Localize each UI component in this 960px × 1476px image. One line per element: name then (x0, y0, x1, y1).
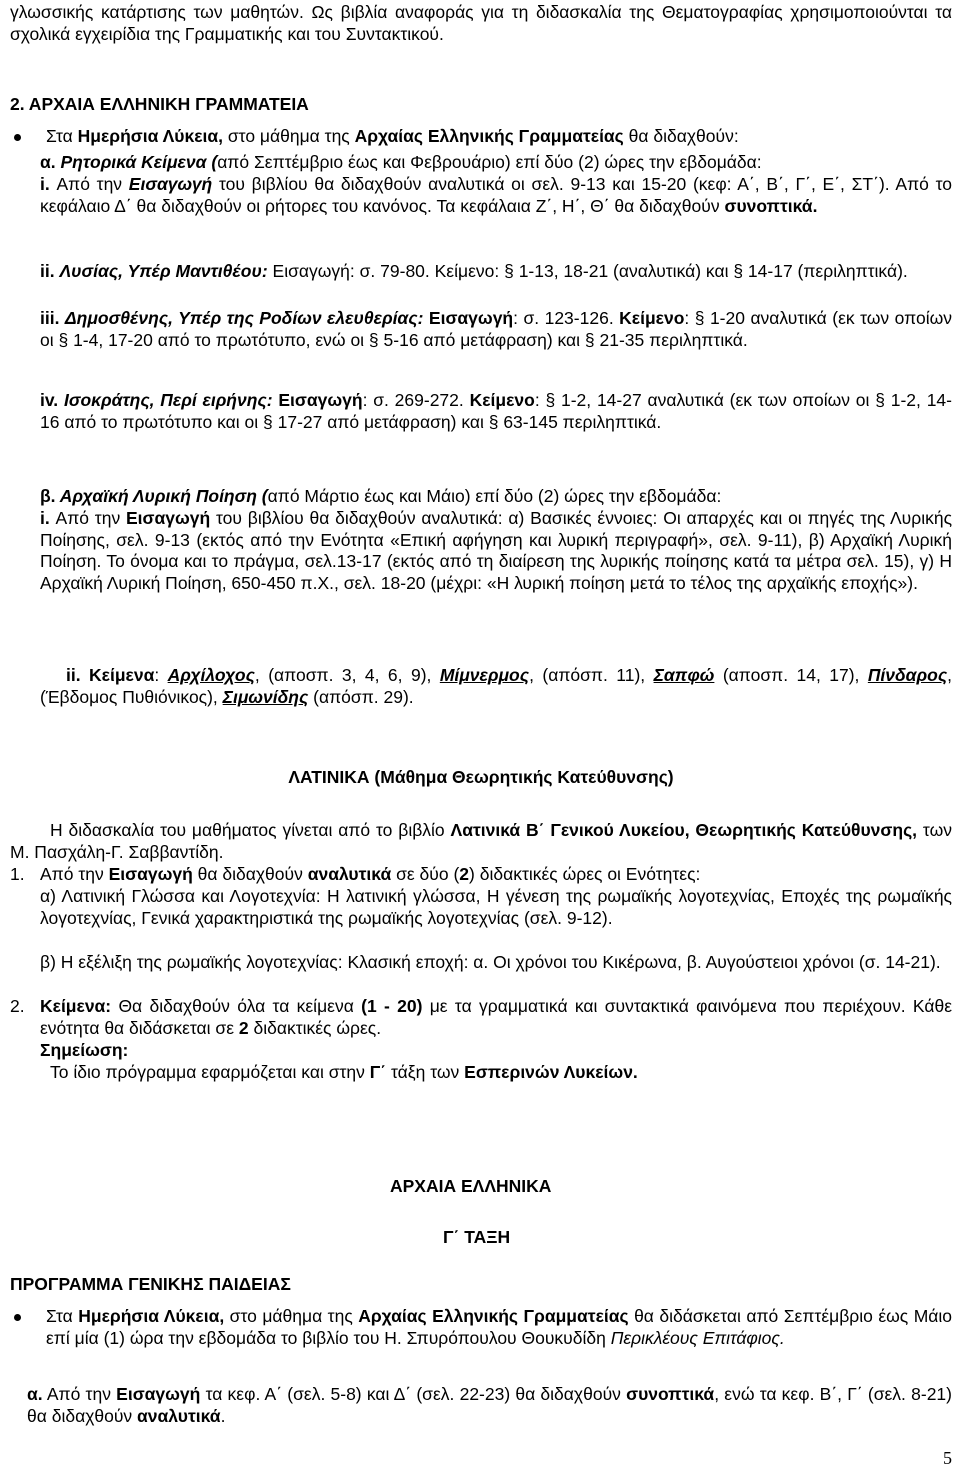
list-number: 1. (10, 864, 25, 884)
program-heading: ΠΡΟΓΡΑΜΜΑ ΓΕΝΙΚΗΣ ΠΑΙΔΕΙΑΣ (10, 1274, 291, 1294)
latin-intro: Η διδασκαλία του μαθήματος γίνεται από το βιβλίο Λατινικά Β΄ Γενικού Λυκείου, Θεωρητικής Κατεύθυνσης, των Μ. Πασχάλη-Γ. Σαββαντίδη. (10, 820, 952, 862)
ancient-heading: ΑΡΧΑΙΑ ΕΛΛΗΝΙΚΑ (390, 1176, 552, 1196)
subsection-a: α. Ρητορικά Κείμενα (από Σεπτέμβριο έως και Φεβρουάριο) επί δύο (2) ώρες την εβδομάδα: (40, 152, 762, 172)
note-label: Σημείωση: (40, 1040, 129, 1060)
note-text: Το ίδιο πρόγραμμα εφαρμόζεται και στην Γ΄ τάξη των Εσπερινών Λυκείων. (50, 1062, 638, 1082)
latin-point-1a: α) Λατινική Γλώσσα και Λογοτεχνία: Η λατινική γλώσσα, Η γένεση της ρωμαϊκής λογοτεχνίας, Εποχές της ρωμαϊκής λογοτεχνίας, Γενικά χαρακτηριστικά της ρωμαϊκής λογοτεχνίας (σελ. 9-12). (40, 886, 952, 928)
item-iii: iii. Δημοσθένης, Υπέρ της Ροδίων ελευθερίας: Εισαγωγή: σ. 123-126. Κείμενο: § 1-20 αναλυτικά (εκ των οποίων οι § 1-4, 17-20 από το πρωτότυπο, ενώ οι § 5-16 από μετάφραση) και § 21-35 περιληπτικά. (40, 308, 952, 350)
ancient-item-a: α. Από την Εισαγωγή τα κεφ. Α΄ (σελ. 5-8) και Δ΄ (σελ. 22-23) θα διδαχθούν συνοπτικά, ενώ τα κεφ. Β΄, Γ΄ (σελ. 8-21) θα διδαχθούν αναλυτικά. (27, 1384, 952, 1426)
section-heading: 2. ΑΡΧΑΙΑ ΕΛΛΗΝΙΚΗ ΓΡΑΜΜΑΤΕΙΑ (10, 94, 309, 114)
bullet-text: Στα Ημερήσια Λύκεια, στο μάθημα της Αρχαίας Ελληνικής Γραμματείας θα διδάσκεται από Σεπτέμβριο έως Μάιο επί μία (1) ώρα την εβδομάδα το βιβλίο του Η. Σπυρόπουλου Θουκυδίδη Περικλέους Επιτάφιος. (46, 1306, 953, 1348)
top-paragraph: γλωσσικής κατάρτισης των μαθητών. Ως βιβλία αναφοράς για τη διδασκαλία της Θεματογραφίας χρησιμοποιούνται τα σχολικά εγχειρίδια της Γραμματικής και του Συντακτικού. (10, 2, 952, 44)
bullet-icon (14, 134, 21, 141)
latin-heading: ΛΑΤΙΝΙΚΑ (Μάθημα Θεωρητικής Κατεύθυνσης) (288, 767, 674, 787)
bullet-icon (14, 1314, 21, 1321)
subsection-b: β. Αρχαϊκή Λυρική Ποίηση (από Μάρτιο έως και Μάιο) επί δύο (2) ώρες την εβδομάδα: (40, 486, 722, 506)
page-number: 5 (943, 1448, 952, 1468)
list-number: 2. (10, 996, 25, 1016)
item-b-i: i. Από την Εισαγωγή του βιβλίου θα διδαχθούν αναλυτικά: α) Βασικές έννοιες: Οι απαρχές και οι πηγές της Λυρικής Ποίησης, σελ. 9-13 (εκτός από την Ενότητα «Επική αφήγηση και λυρική περιγραφή», σελ. 9-11), β) Αρχαϊκή Λυρική Ποίηση. Το όνομα και το πράγμα, σελ.13-17 (εκτός από τη διαίρεση της λυρικής ποίησης κατά τα μέτρα σελ. 15), γ) Η Αρχαϊκή Λυρική Ποίηση, 650-450 π.Χ., σελ. 18-20 (μέχρι: «Η λυρική ποίηση μετά το τέλος της αρχαϊκής εποχής»). (40, 508, 952, 594)
item-b-ii: ii. Κείμενα: Αρχίλοχος, (αποσπ. 3, 4, 6, 9), Μίμνερμος, (απόσπ. 11), Σαπφώ (αποσπ. 14, 17), Πίνδαρος, (Έβδομος Πυθιόνικος), Σιμωνίδης (απόσπ. 29). (40, 665, 953, 707)
bullet-item (10, 126, 952, 148)
item-ii: ii. Λυσίας, Υπέρ Μαντιθέου: Εισαγωγή: σ. 79-80. Κείμενο: § 1-13, 18-21 (αναλυτικά) και § 14-17 (περιληπτικά). (40, 261, 908, 281)
latin-point-2: Κείμενα: Θα διδαχθούν όλα τα κείμενα (1 - 20) με τα γραμματικά και συντακτικά φαινόμενα που περιέχουν. Κάθε ενότητα θα διδάσκεται σε 2 διδακτικές ώρες. (40, 996, 952, 1038)
bullet-text: Στα Ημερήσια Λύκεια, στο μάθημα της Αρχαίας Ελληνικής Γραμματείας θα διδαχθούν: (46, 126, 739, 146)
bullet-item (10, 1306, 952, 1349)
class-heading: Γ΄ ΤΑΞΗ (443, 1227, 511, 1247)
latin-point-1: Από την Εισαγωγή θα διδαχθούν αναλυτικά σε δύο (2) διδακτικές ώρες οι Ενότητες: (40, 864, 701, 884)
item-i: i. Από την Εισαγωγή του βιβλίου θα διδαχθούν αναλυτικά οι σελ. 9-13 και 15-20 (κεφ: Α΄, Β΄, Γ΄, Ε΄, ΣΤ΄). Από το κεφάλαιο Δ΄ θα διδαχθούν οι ρήτορες του κανόνος. Τα κεφάλαια Ζ΄, Η΄, Θ΄ θα διδαχθούν συνοπτικά. (40, 174, 953, 216)
item-iv: iv. Ισοκράτης, Περί ειρήνης: Εισαγωγή: σ. 269-272. Κείμενο: § 1-2, 14-27 αναλυτικά (εκ των οποίων οι § 1-2, 14-16 από το πρωτότυπο και οι § 17-27 από μετάφραση) και § 63-145 περιληπτικά. (40, 390, 952, 432)
latin-point-1b: β) Η εξέλιξη της ρωμαϊκής λογοτεχνίας: Κλασική εποχή: α. Οι χρόνοι του Κικέρωνα, β. Αυγούστειοι χρόνοι (σ. 14-21). (40, 952, 941, 972)
